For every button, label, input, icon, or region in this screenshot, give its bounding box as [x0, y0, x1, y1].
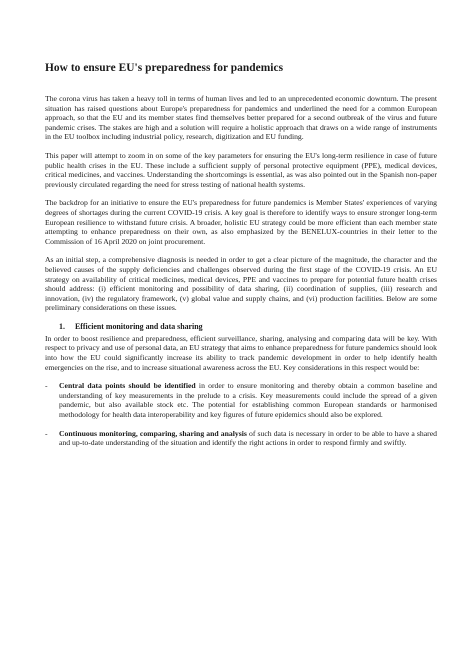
bullet-item [45, 429, 437, 448]
bullet-text [59, 429, 437, 448]
section-body: In order to boost resilience and preparedness, efficient surveillance, sharing, analysing and comparing data will be key. With respect to privacy and use of personal data, an EU strategy that aims to enhance preparedness for future pandemics should look into how the EU could significantly increase its ability to track pandemic development in order to help identify health emergencies on the rise, and to increase situational awareness across the EU. Key considerations in this respect would be: [45, 333, 437, 372]
paragraph-key-parameters: This paper will attempt to zoom in on some of the key parameters for ensuring the EU's long-term resilience in case of future public health crises in the EU. These include a sufficient supply of personal protective equipment (PPE), medical devices, critical medicines, and vaccines. Understanding the shortcomings is essential, as was also pointed out in the Spanish non-paper previously circulated regarding the need for stress testing of national health systems. [45, 150, 437, 189]
bullet-body: in order to ensure monitoring and thereby obtain a common baseline and understanding of key measurements in the prelude to a crisis. Key measurements could include the spread of a given pandemic, but also available stock etc. The potential for establishing common European standards or harmonised methodology for health data interoperability and key figures of future epidemics should also be explored. [59, 381, 437, 420]
section-title: Efficient monitoring and data sharing [75, 321, 203, 331]
bullet-dash: - [45, 381, 48, 391]
bullet-text [59, 381, 437, 419]
section-number: 1. [59, 321, 65, 331]
document-title: How to ensure EU's preparedness for pandemics [45, 62, 284, 74]
bullet-dash: - [45, 428, 48, 438]
bullet-bold-lead: Central data points should be identified [59, 381, 196, 391]
section-heading [59, 322, 437, 332]
paragraph-initial-step: As an initial step, a comprehensive diagnosis is needed in order to get a clear picture of the magnitude, the character and the believed causes of the supply deficiencies and challenges observed during the first stage of the COVID-19 crisis. An EU strategy on availability of critical medicines, medical devices, PPE and vaccines to prepare for potential future health crises should address: (i) efficient monitoring and possibility of data sharing, (ii) coordination of supplies, (iii) research and innovation, (iv) the regulatory framework, (v) global value and supply chains, and (vi) production facilities. Below are some preliminary considerations on these issues. [45, 255, 437, 313]
paragraph-intro: The corona virus has taken a heavy toll in terms of human lives and led to an unprecedented economic downturn. The present situation has raised questions about Europe's preparedness for pandemics and underlined the need for a common European approach, so that the EU and its member states find themselves better prepared for a second outbreak of the virus and future pandemic crises. The stakes are high and a solution will require a holistic approach that draws on a wide range of instruments in the EU toolbox including industrial policy, research, digitization and EU funding. [45, 94, 437, 142]
bullet-body: of such data is necessary in order to be able to have a shared and up-to-date understanding of the situation and identify the right actions in order to respond firmly and swiftly. [59, 428, 437, 448]
bullet-item [45, 381, 437, 419]
paragraph-backdrop: The backdrop for an initiative to ensure the EU's preparedness for future pandemics is Member States' experiences of varying degrees of shortages during the current COVID-19 crisis. A key goal is therefore to identify ways to ensure stronger long-term European resilience to withstand future crisis. A broader, holistic EU strategy could be more efficient than each member state attempting to enhance preparedness on their own, as also emphasized by the BENELUX-countries in their letter to the Commission of 16 April 2020 on joint procurement. [45, 198, 437, 246]
bullet-bold-lead: Continuous monitoring, comparing, sharing and analysis [59, 428, 247, 438]
